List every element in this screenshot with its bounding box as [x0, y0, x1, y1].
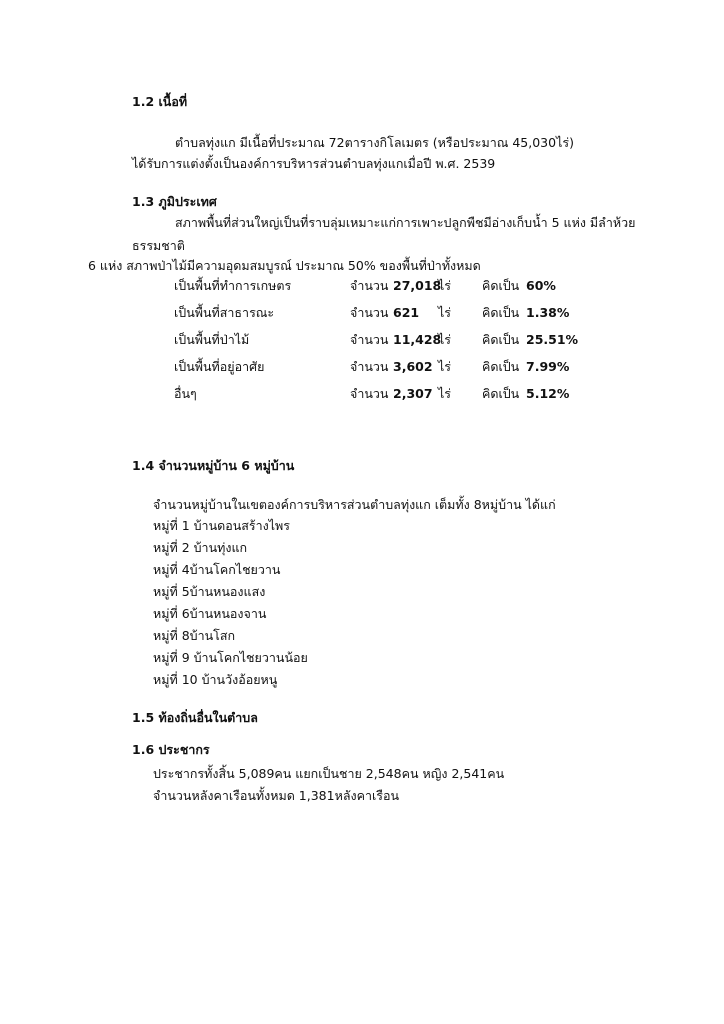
land-use-label: เป็นพื้นที่สาธารณะ — [174, 305, 275, 320]
land-use-pct: 7.99% — [526, 359, 570, 374]
section-1-5-heading: 1.5 ท้องถิ่นอื่นในตำบล — [132, 710, 258, 725]
land-use-pct: 25.51% — [526, 332, 579, 347]
section-1-3-line-1: สภาพพื้นที่ส่วนใหญ่เป็นที่ราบลุ่มเหมาะแก่การเพาะปลูกพืชมีอ่างเก็บน้ำ 5 แห่ง มีลำห้วย — [175, 215, 636, 230]
village-item: หมู่ที่ 5บ้านหนองแสง — [153, 584, 266, 599]
land-use-row — [0, 386, 724, 402]
land-use-value: 621 — [393, 305, 420, 320]
land-use-pct: 5.12% — [526, 386, 570, 401]
land-use-value: 11,428 — [393, 332, 442, 347]
section-1-2-line-2: ได้รับการแต่งตั้งเป็นองค์การบริหารส่วนตำบลทุ่งแกเมื่อปี พ.ศ. 2539 — [132, 156, 496, 171]
land-use-unit: ไร่ — [438, 305, 452, 320]
land-use-value: 27,018 — [393, 278, 442, 293]
section-1-2-line-1: ตำบลทุ่งแก มีเนื้อที่ประมาณ 72ตารางกิโลเมตร (หรือประมาณ 45,030ไร่) — [175, 135, 574, 150]
section-1-6-line-2: จำนวนหลังคาเรือนทั้งหมด 1,381หลังคาเรือน — [153, 788, 399, 803]
land-use-unit: ไร่ — [438, 359, 452, 374]
land-use-count-label: จำนวน — [350, 359, 389, 374]
village-item: หมู่ที่ 9 บ้านโคกไชยวานน้อย — [153, 650, 308, 665]
land-use-unit: ไร่ — [438, 278, 452, 293]
land-use-pct-label: คิดเป็น — [482, 359, 520, 374]
land-use-pct-label: คิดเป็น — [482, 278, 520, 293]
village-item: หมู่ที่ 8บ้านโสก — [153, 628, 236, 643]
land-use-unit: ไร่ — [438, 386, 452, 401]
village-item: หมู่ที่ 10 บ้านวังอ้อยหนู — [153, 672, 278, 687]
land-use-label: อื่นๆ — [174, 386, 197, 401]
section-1-3-line-2: ธรรมชาติ — [132, 238, 185, 253]
land-use-label: เป็นพื้นที่ป่าไม้ — [174, 332, 250, 347]
land-use-unit: ไร่ — [438, 332, 452, 347]
village-item: หมู่ที่ 1 บ้านดอนสร้างไพร — [153, 518, 290, 533]
section-1-3-heading: 1.3 ภูมิประเทศ — [132, 194, 217, 209]
section-1-2-heading: 1.2 เนื้อที่ — [132, 94, 188, 109]
village-item: หมู่ที่ 2 บ้านทุ่งแก — [153, 540, 248, 555]
land-use-count-label: จำนวน — [350, 305, 389, 320]
section-1-4-heading: 1.4 จำนวนหมู่บ้าน 6 หมู่บ้าน — [132, 458, 295, 473]
land-use-row — [0, 305, 724, 321]
land-use-row — [0, 278, 724, 294]
land-use-label: เป็นพื้นที่อยู่อาศัย — [174, 359, 265, 374]
land-use-count-label: จำนวน — [350, 278, 389, 293]
village-item: หมู่ที่ 6บ้านหนองจาน — [153, 606, 267, 621]
land-use-count-label: จำนวน — [350, 386, 389, 401]
section-1-6-heading: 1.6 ประชากร — [132, 742, 210, 757]
village-item: หมู่ที่ 4บ้านโคกไชยวาน — [153, 562, 281, 577]
land-use-pct-label: คิดเป็น — [482, 332, 520, 347]
land-use-row — [0, 359, 724, 375]
section-1-4-intro: จำนวนหมู่บ้านในเขตองค์การบริหารส่วนตำบลทุ่งแก เต็มทั้ง 8หมู่บ้าน ได้แก่ — [153, 497, 556, 512]
land-use-pct-label: คิดเป็น — [482, 305, 520, 320]
land-use-pct: 1.38% — [526, 305, 570, 320]
section-1-6-line-1: ประชากรทั้งสิ้น 5,089คน แยกเป็นชาย 2,548คน หญิง 2,541คน — [153, 766, 505, 781]
section-1-3-line-3: 6 แห่ง สภาพป่าไม้มีความอุดมสมบูรณ์ ประมาณ 50% ของพื้นที่ป่าทั้งหมด — [88, 258, 481, 273]
land-use-value: 3,602 — [393, 359, 433, 374]
land-use-label: เป็นพื้นที่ทำการเกษตร — [174, 278, 292, 293]
land-use-count-label: จำนวน — [350, 332, 389, 347]
land-use-pct-label: คิดเป็น — [482, 386, 520, 401]
land-use-row — [0, 332, 724, 348]
land-use-pct: 60% — [526, 278, 556, 293]
land-use-value: 2,307 — [393, 386, 433, 401]
